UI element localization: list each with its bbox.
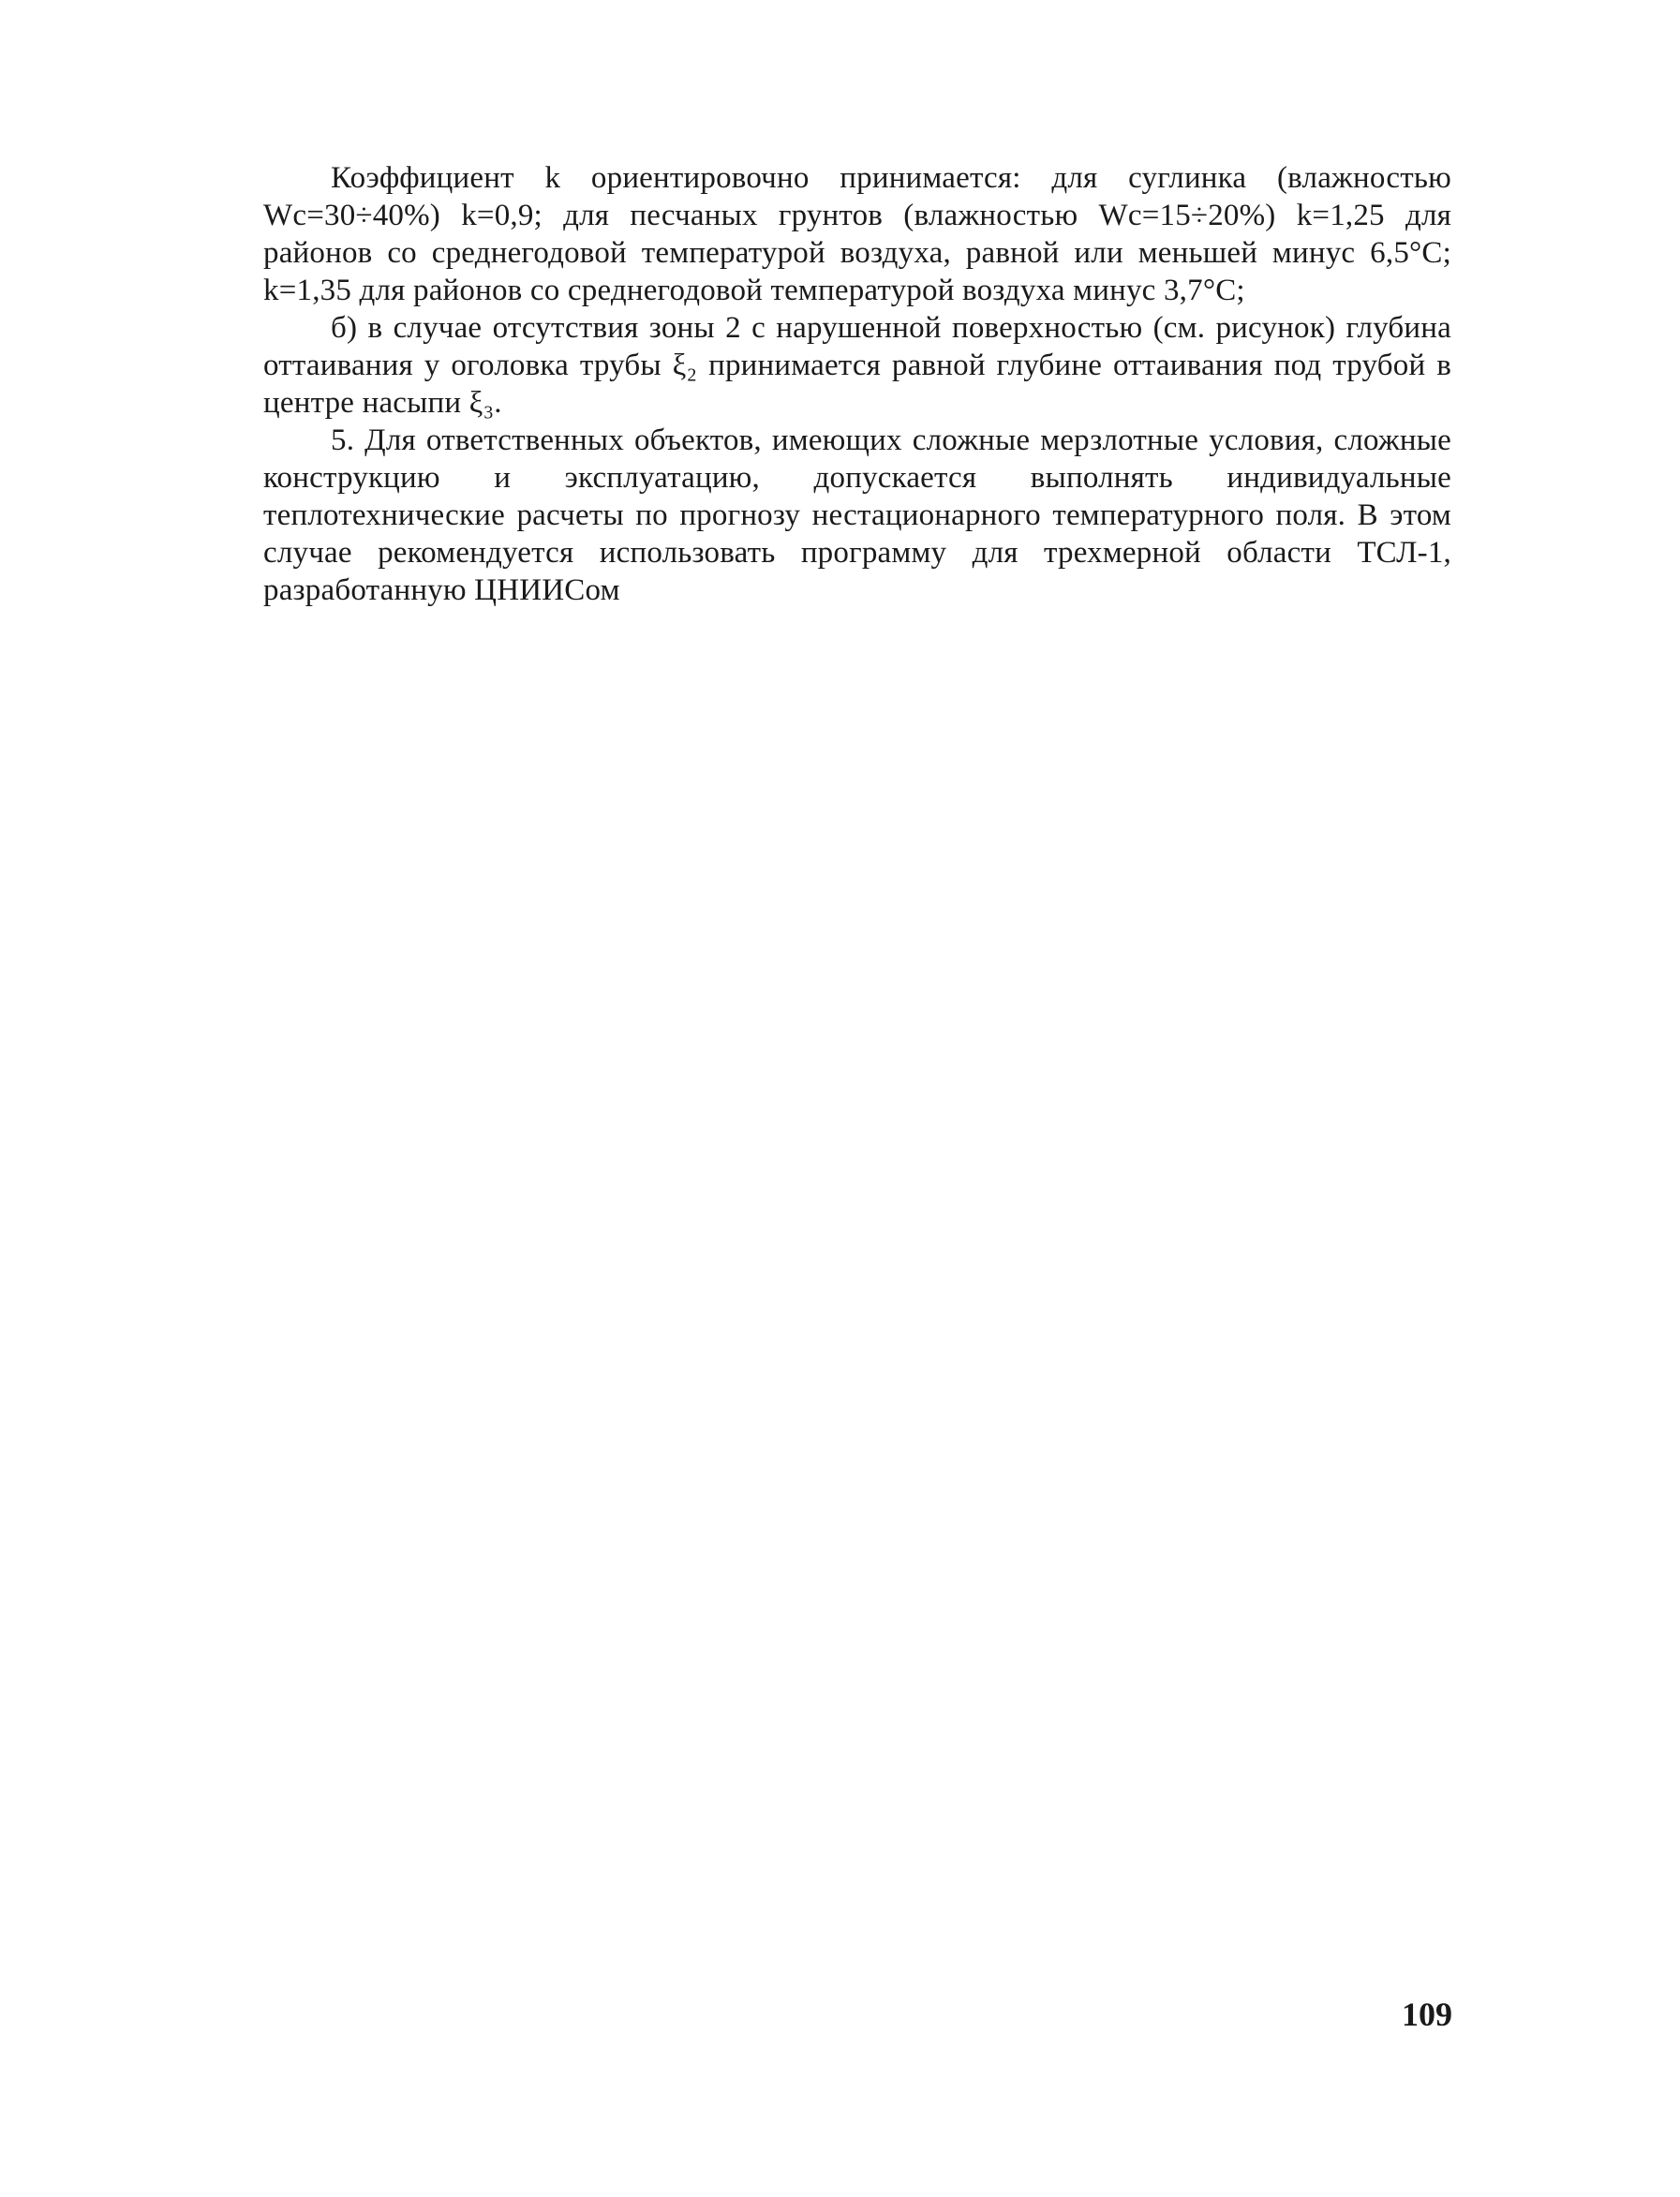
paragraph-item-b: б) в случае отсутствия зоны 2 с нарушенной поверхностью (см. рисунок) глубина оттаивания у оголовка трубы ξ₂ принимается равной глубине оттаивания под трубой в центре насыпи ξ₃. (263, 311, 1451, 420)
paragraph-item-5: 5. Для ответственных объектов, имеющих сложные мерзлотные условия, сложные конструкцию и эксплуатацию, допускается выполнять индивидуальные теплотехнические расчеты по прогнозу нестационарного температурного поля. В этом случае рекомендуется использовать программу для трехмерной области ТСЛ-1, разработанную ЦНИИСом (263, 423, 1451, 607)
page-body (263, 159, 1451, 609)
page-number: 109 (1402, 1996, 1452, 2033)
paragraph-coefficient-k: Коэффициент k ориентировочно принимается: для суглинка (влажностью Wc=30÷40%) k=0,9; для песчаных грунтов (влажностью Wc=15÷20%) k=1,25 для районов со среднегодовой температурой воздуха, равной или меньшей минус 6,5°C; k=1,35 для районов со среднегодовой температурой воздуха минус 3,7°C; (263, 161, 1451, 307)
